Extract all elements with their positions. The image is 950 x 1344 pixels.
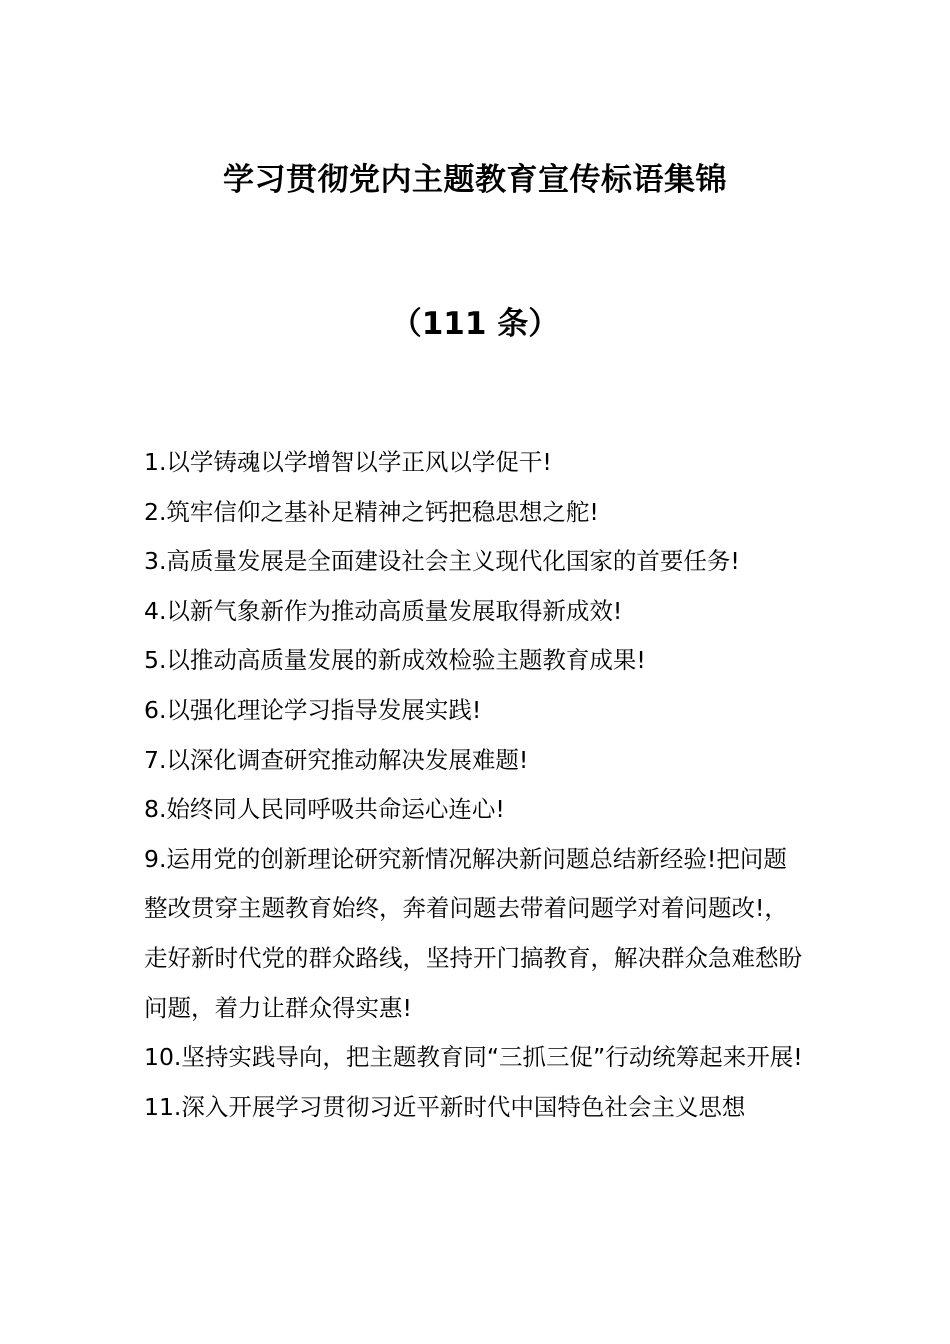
list-item: 9.运用党的创新理论研究新情况解决新问题总结新经验!把问题整改贯穿主题教育始终，奔着问题去带着问题学对着问题改!，走好新时代党的群众路线，坚持开门搞教育，解决群众急难愁盼问题，着力让群众得实惠! (144, 844, 802, 1022)
slogan-list (144, 438, 810, 1132)
list-item: 3.高质量发展是全面建设社会主义现代化国家的首要任务! (144, 547, 740, 576)
list-item: 4.以新气象新作为推动高质量发展取得新成效! (144, 596, 623, 625)
document-subtitle: （111 条） (390, 306, 560, 342)
list-item: 2.筑牢信仰之基补足精神之钙把稳思想之舵! (144, 497, 599, 526)
list-item: 10.坚持实践导向，把主题教育同“三抓三促”行动统筹起来开展! (144, 1043, 803, 1072)
list-item: 8.始终同人民同呼吸共命运心连心! (144, 795, 505, 824)
list-item: 5.以推动高质量发展的新成效检验主题教育成果! (144, 646, 646, 675)
list-item: 6.以强化理论学习指导发展实践! (144, 695, 482, 724)
list-item: 1.以学铸魂以学增智以学正风以学促干! (144, 448, 552, 476)
list-item: 11.深入开展学习贯彻习近平新时代中国特色社会主义思想 (144, 1092, 746, 1121)
document-title: 学习贯彻党内主题教育宣传标语集锦 (223, 162, 727, 198)
list-item: 7.以深化调查研究推动解决发展难题! (144, 745, 529, 774)
